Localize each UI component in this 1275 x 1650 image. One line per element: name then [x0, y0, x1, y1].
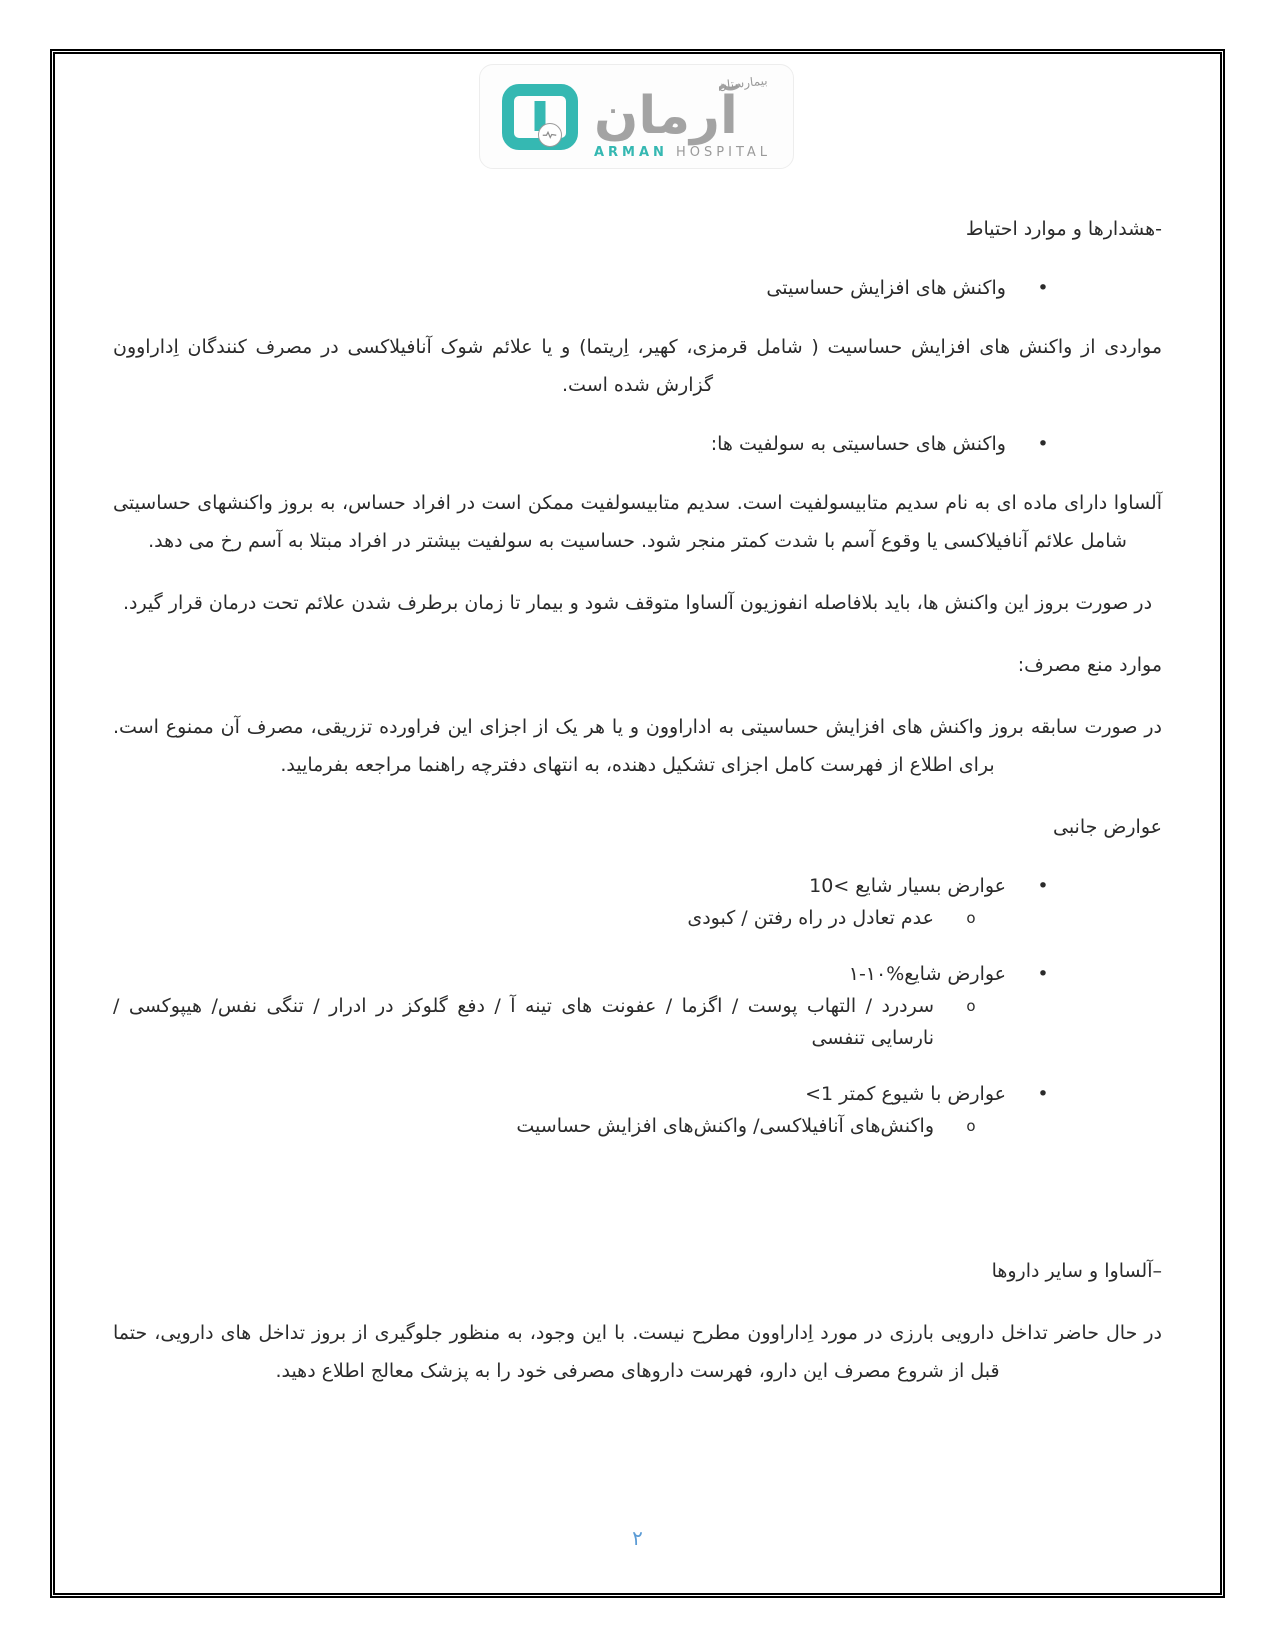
page-border-frame: [50, 49, 1225, 1598]
list-item: [113, 428, 1162, 460]
hospital-label-fa: بیمارستان: [716, 72, 768, 93]
section-title-warnings: -هشدارها و موارد احتیاط: [965, 218, 1162, 240]
arman-hospital-logo: [479, 64, 794, 169]
bullet-icon: •: [1037, 1083, 1049, 1105]
logo-header: [113, 60, 1162, 210]
bullet-icon: •: [1037, 277, 1049, 299]
circle-bullet-icon: o: [966, 997, 976, 1015]
paragraph: مواردی از واکنش های افزایش حساسیت ( شامل قرمزی، کهیر، اِریتما) و یا علائم شوک آنافیلاکسی در مصرف کنندگان اِداراوون گزارش شده است.: [113, 336, 1162, 396]
document-body: [113, 210, 1162, 1390]
sub-list-item: [113, 1110, 1162, 1142]
section-title-side-effects: عوارض جانبی: [1052, 816, 1162, 838]
paragraph: در حال حاضر تداخل دارویی بارزی در مورد اِداراوون مطرح نیست. با این وجود، به منظور جلوگیری از بروز تداخل های دارویی، حتما قبل از شروع مصرف این دارو، فهرست داروهای مصرفی خود را به پزشک معالج اطلاع دهید.: [113, 1322, 1162, 1382]
bullet-icon: •: [1037, 433, 1049, 455]
list-item-text: عوارض با شیوع کمتر 1>: [805, 1083, 1006, 1105]
brand-en-secondary: HOSPITAL: [676, 144, 772, 160]
section-title-contraindications: موارد منع مصرف:: [1017, 654, 1162, 676]
list-item: [113, 272, 1162, 304]
sub-list-item: [113, 990, 1162, 1054]
list-item-text: واکنش های حساسیتی به سولفیت ها:: [710, 433, 1006, 455]
circle-bullet-icon: o: [966, 909, 976, 927]
page-content: [55, 60, 1220, 1599]
logo-calligraphy: [594, 74, 771, 160]
bullet-icon: •: [1037, 963, 1049, 985]
paragraph: در صورت بروز این واکنش ها، باید بلافاصله انفوزیون آلساوا متوقف شود و بیمار تا زمان برطرف شدن علائم تحت درمان قرار گیرد.: [122, 592, 1153, 614]
list-item-text: واکنش های افزایش حساسیتی: [766, 277, 1006, 299]
bullet-icon: •: [1037, 875, 1049, 897]
list-item: [113, 958, 1162, 990]
list-item-text: عوارض شایع%۱۰-۱: [848, 963, 1006, 985]
page-number: ۲: [632, 1526, 643, 1550]
sub-list-item-text: واکنش‌های آنافیلاکسی/ واکنش‌های افزایش حساسیت: [516, 1115, 934, 1137]
list-item: [113, 870, 1162, 902]
list-item: [113, 1078, 1162, 1110]
sub-list-item-text: سردرد / التهاب پوست / اگزما / عفونت های تینه آ / دفع گلوکز در ادرار / تنگی نفس/ هیپوکسی / نارسایی تنفسی: [113, 995, 934, 1049]
section-title-other-drugs: –آلساوا و سایر داروها: [991, 1260, 1162, 1282]
heartbeat-icon: [538, 123, 562, 147]
list-item-text: عوارض بسیار شایع >10: [809, 875, 1006, 897]
circle-bullet-icon: o: [966, 1117, 976, 1135]
hospital-logo-icon: [502, 84, 578, 150]
sub-list-item: [113, 902, 1162, 934]
brand-name-fa: آرمان: [593, 85, 738, 146]
paragraph: آلساوا دارای ماده ای به نام سدیم متابیسولفیت است. سدیم متابیسولفیت ممکن است در افراد حساس، به بروز واکنشهای حساسیتی شامل علائم آنافیلاکسی یا وقوع آسم با شدت کمتر منجر شود. حساسیت به سولفیت بیشتر در افراد مبتلا به آسم رخ می دهد.: [113, 492, 1162, 552]
brand-name-en: [594, 145, 771, 160]
brand-en-primary: ARMAN: [593, 144, 668, 160]
sub-list-item-text: عدم تعادل در راه رفتن / کبودی: [687, 907, 934, 929]
logo-reflection: [479, 170, 794, 212]
paragraph: در صورت سابقه بروز واکنش های افزایش حساسیتی به اداراوون و یا هر یک از اجزای این فراورده تزریقی، مصرف آن ممنوع است. برای اطلاع از فهرست کامل اجزای تشکیل دهنده، به انتهای دفترچه راهنما مراجعه بفرمایید.: [113, 716, 1162, 776]
